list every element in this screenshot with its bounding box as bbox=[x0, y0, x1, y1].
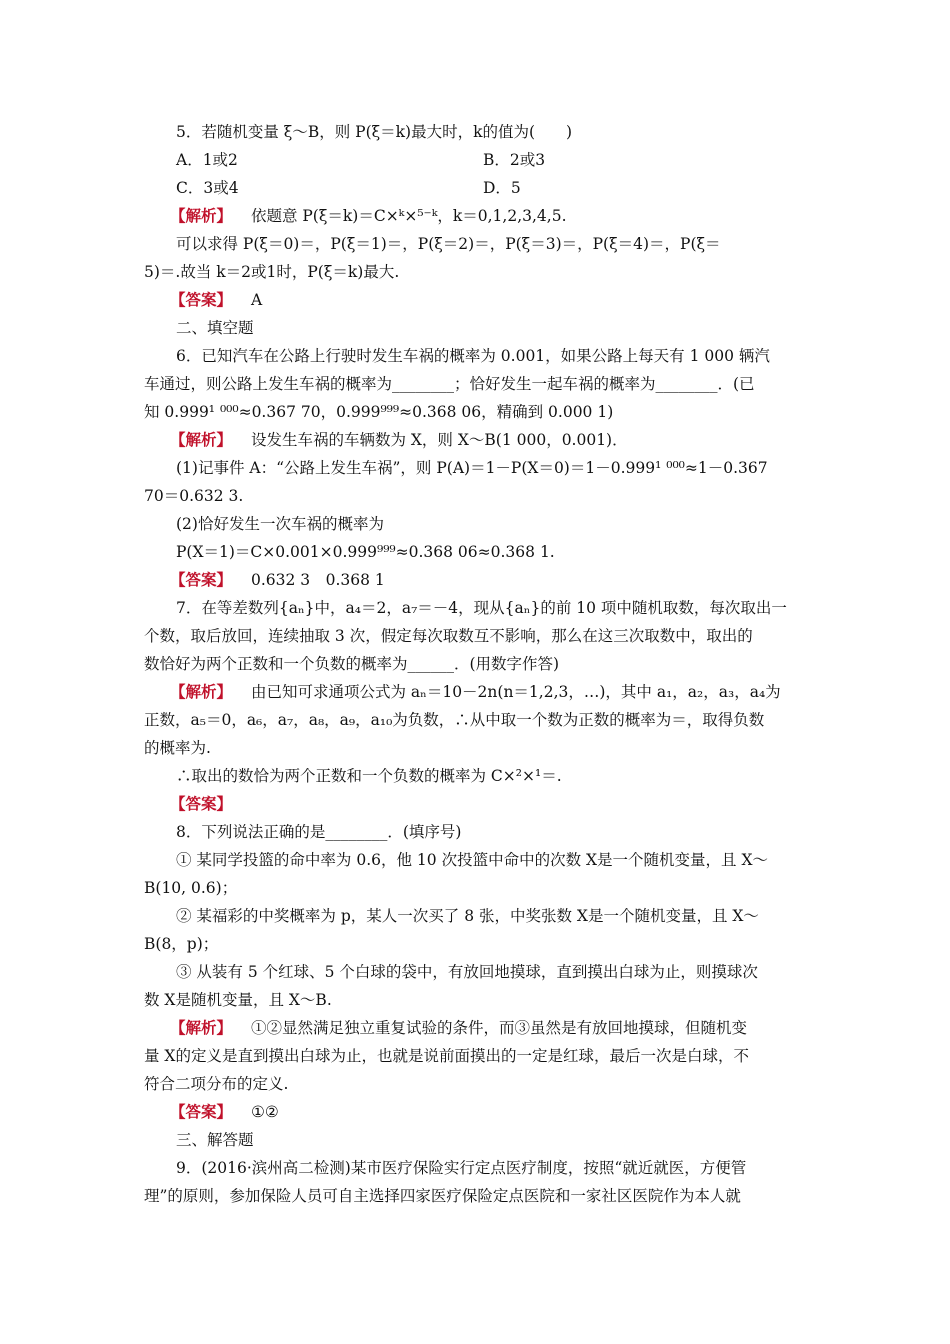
analysis-text: 设发生车祸的车辆数为 X，则 X～B(1 000，0.001)． bbox=[250, 431, 628, 449]
analysis-tag: 【解析】 bbox=[170, 1018, 233, 1037]
analysis-tag: 【解析】 bbox=[170, 206, 233, 225]
q7-analysis-line4: ∴取出的数恰为两个正数和一个负数的概率为 C×²×¹＝. bbox=[176, 767, 562, 785]
q6-analysis-line4: (2)恰好发生一次车祸的概率为 bbox=[176, 515, 384, 533]
section-heading-fill-blank: 二、填空题 bbox=[176, 319, 254, 337]
q8-line2: ① 某同学投篮的命中率为 0.6，他 10 次投篮中命中的次数 X是一个随机变量，且 X～ bbox=[176, 851, 769, 869]
answer-tag: 【答案】 bbox=[170, 290, 233, 309]
q8-line3: B(10, 0.6)； bbox=[144, 879, 238, 897]
answer-tag: 【答案】 bbox=[170, 1102, 233, 1121]
q7-line2: 个数，取后放回，连续抽取 3 次，假定每次取数互不影响，那么在这三次取数中，取出的 bbox=[144, 627, 753, 645]
q6-answer bbox=[170, 570, 385, 590]
q8-analysis-line3: 符合二项分布的定义. bbox=[144, 1075, 289, 1093]
q8-analysis-line2: 量 X的定义是直到摸出白球为止，也就是说前面摸出的一定是红球，最后一次是白球，不 bbox=[144, 1047, 749, 1065]
answer-text: A bbox=[250, 291, 263, 309]
q6-analysis-line1 bbox=[170, 430, 628, 450]
q6-line2: 车通过，则公路上发生车祸的概率为________；恰好发生一起车祸的概率为________．(已 bbox=[144, 375, 755, 393]
answer-tag: 【答案】 bbox=[170, 794, 233, 813]
q7-answer bbox=[170, 794, 232, 814]
q9-line1: 9．(2016·滨州高二检测)某市医疗保险实行定点医疗制度，按照“就近就医，方便管 bbox=[176, 1159, 747, 1177]
answer-tag: 【答案】 bbox=[170, 570, 233, 589]
q5-option-c: C．3或4 bbox=[176, 179, 239, 197]
q9-line2: 理”的原则，参加保险人员可自主选择四家医疗保险定点医院和一家社区医院作为本人就 bbox=[144, 1187, 741, 1205]
q5-answer bbox=[170, 290, 262, 310]
answer-text: 0.632 3 0.368 1 bbox=[250, 571, 385, 589]
section-heading-solve: 三、解答题 bbox=[176, 1131, 254, 1149]
q5-option-a: A．1或2 bbox=[176, 151, 238, 169]
answer-text: ①② bbox=[250, 1103, 279, 1121]
q6-analysis-line2: (1)记事件 A：“公路上发生车祸”，则 P(A)＝1－P(X＝0)＝1－0.999¹ ⁰⁰⁰≈1－0.367 bbox=[176, 459, 768, 477]
q7-analysis-line2: 正数，a₅＝0，a₆，a₇，a₈，a₉，a₁₀为负数，∴从中取一个数为正数的概率为＝，取得负数 bbox=[144, 711, 765, 729]
q8-answer bbox=[170, 1102, 279, 1122]
q6-analysis-line3: 70＝0.632 3. bbox=[144, 487, 244, 505]
q7-line3: 数恰好为两个正数和一个负数的概率为______．(用数字作答) bbox=[144, 655, 560, 673]
q8-line5: B(8，p)； bbox=[144, 935, 219, 953]
q5-option-b: B．2或3 bbox=[483, 151, 546, 169]
analysis-text: ①②显然满足独立重复试验的条件，而③虽然是有放回地摸球，但随机变 bbox=[250, 1019, 747, 1037]
q5-analysis-line1 bbox=[170, 206, 567, 226]
q8-line1: 8．下列说法正确的是________．(填序号) bbox=[176, 823, 462, 841]
analysis-tag: 【解析】 bbox=[170, 682, 233, 701]
q7-analysis-line3: 的概率为. bbox=[144, 739, 211, 757]
q8-line6: ③ 从装有 5 个红球、5 个白球的袋中，有放回地摸球，直到摸出白球为止，则摸球次 bbox=[176, 963, 758, 981]
q5-option-d: D．5 bbox=[483, 179, 521, 197]
q5-analysis-line3: 5)＝.故当 k＝2或1时，P(ξ＝k)最大. bbox=[144, 263, 400, 281]
q8-analysis-line1 bbox=[170, 1018, 747, 1038]
q5-stem: 5．若随机变量 ξ～B，则 P(ξ＝k)最大时，k的值为( ) bbox=[176, 123, 573, 141]
q8-line7: 数 X是随机变量，且 X～B. bbox=[144, 991, 332, 1009]
analysis-tag: 【解析】 bbox=[170, 430, 233, 449]
q6-analysis-line5: P(X＝1)＝C×0.001×0.999⁹⁹⁹≈0.368 06≈0.368 1. bbox=[176, 543, 555, 561]
q7-line1: 7．在等差数列{aₙ}中，a₄＝2，a₇＝－4，现从{aₙ}的前 10 项中随机取数，每次取出一 bbox=[176, 599, 787, 617]
q5-analysis-line2: 可以求得 P(ξ＝0)＝，P(ξ＝1)＝，P(ξ＝2)＝，P(ξ＝3)＝，P(ξ＝4)＝，P(ξ＝ bbox=[176, 235, 721, 253]
analysis-text: 由已知可求通项公式为 aₙ＝10－2n(n＝1,2,3，…)，其中 a₁，a₂，a₃，a₄为 bbox=[250, 683, 781, 701]
q8-line4: ② 某福彩的中奖概率为 p，某人一次买了 8 张，中奖张数 X是一个随机变量，且 X～ bbox=[176, 907, 759, 925]
q6-line1: 6．已知汽车在公路上行驶时发生车祸的概率为 0.001，如果公路上每天有 1 000 辆汽 bbox=[176, 347, 770, 365]
q6-line3: 知 0.999¹ ⁰⁰⁰≈0.367 70，0.999⁹⁹⁹≈0.368 06，精确到 0.000 1) bbox=[144, 403, 614, 421]
q7-analysis-line1 bbox=[170, 682, 781, 702]
analysis-text: 依题意 P(ξ＝k)＝C×ᵏ×⁵⁻ᵏ，k＝0,1,2,3,4,5. bbox=[250, 207, 567, 225]
